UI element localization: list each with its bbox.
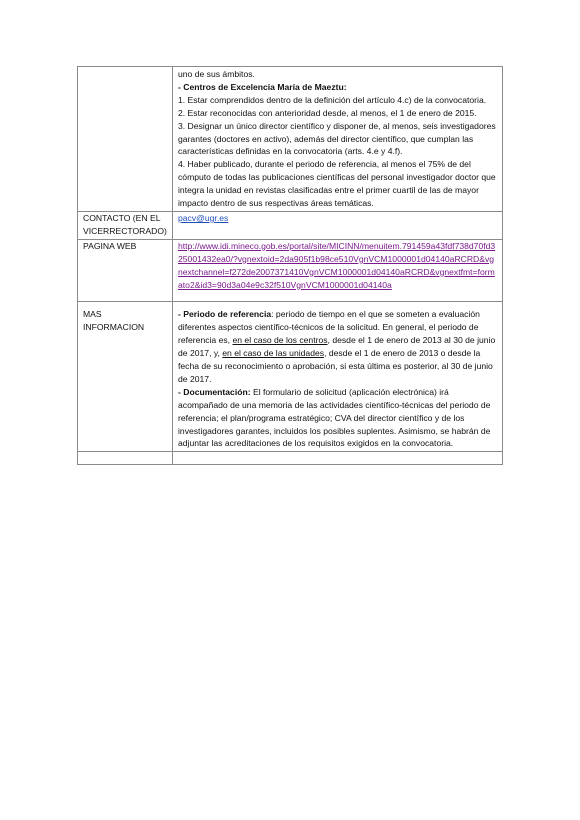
empty-cell-left (78, 452, 173, 465)
table-row-mas-info (78, 302, 503, 452)
requirements-heading: - Centros de Excelencia María de Maeztu: (178, 81, 347, 92)
periodo-centros: en el caso de los centros (232, 335, 328, 346)
mas-info-cell (173, 302, 503, 452)
documentacion-paragraph (178, 386, 498, 451)
requirements-item-2: 2. Estar reconocidas con anterioridad desde, al menos, el 1 de enero de 2015. (178, 107, 477, 118)
web-cell (173, 239, 503, 302)
mas-info-label: MAS INFORMACION (78, 302, 173, 452)
info-table (77, 66, 503, 465)
periodo-text-c: , desde el 1 de enero de 2013 o desde la fecha de su reconocimiento o aprobación, si esta última es posterior, al 30 de junio de 2017. (178, 348, 493, 384)
requirements-item-4: 4. Haber publicado, durante el periodo de referencia, al menos el 75% de del cómputo de todas las publicaciones científicas del personal investigador doctor que integra la unidad en revistas clasificadas entre el primer cuartil de las de mayor impacto dentro de sus respectivas áreas temáticas. (178, 159, 496, 209)
table-row-web (78, 239, 503, 302)
requirements-cell (173, 67, 503, 212)
contacto-cell (173, 211, 503, 239)
periodo-text-b: , desde el 1 de enero de 2013 al 30 de junio de 2017, y, (178, 335, 496, 359)
documentacion-title: - Documentación: (178, 386, 251, 397)
table-row-empty (78, 452, 503, 465)
documentacion-text: El formulario de solicitud (aplicación electrónica) irá acompañado de una memoria de las actividades científico-técnicas del periodo de referencia; el plan/programa estratégico; CVA del director científico y de los investigadores garantes, incluidos los posibles suplentes. Asimismo, se habrán de adjuntar las acreditaciones de los requisitos exigidos en la convocatoria. (178, 386, 491, 449)
contacto-label: CONTACTO (EN EL VICERRECTORADO) (78, 211, 173, 239)
table-row-requirements (78, 67, 503, 212)
requirements-item-1: 1. Estar comprendidos dentro de la definición del artículo 4.c) de la convocatoria. (178, 94, 487, 105)
web-url-link[interactable]: http://www.idi.mineco.gob.es/portal/site/MICINN/menuitem.791459a43fdf738d70fd325001432ea0/?vgnextoid=2da905f1b98ce510VgnVCM1000001d04140aRCRD&vgnextchannel=f272de2007371410VgnVCM1000001d04140aRCRD&vgnextfmt=formato2&id3=90d3a04e9c32f510VgnVCM1000001d04140a (178, 240, 496, 290)
periodo-unidades: en el caso de las unidades (222, 348, 325, 359)
requirements-item-3: 3. Designar un único director científico y disponer de, al menos, seis investigadores garantes (doctores en activo), además del director científico, que cumplan las características definidas en la convocatoria (arts. 4.e y 4.f). (178, 120, 496, 157)
empty-cell-right (173, 452, 503, 465)
periodo-referencia-paragraph (178, 308, 498, 385)
periodo-text-a: : periodo de tiempo en el que se someten a evaluación diferentes aspectos científico-técnicos de la solicitud. En general, el periodo de referencia es, (178, 309, 480, 346)
web-label: PAGINA WEB (78, 239, 173, 302)
requirements-line: uno de sus ámbitos. (178, 69, 255, 79)
table-row-contacto (78, 211, 503, 239)
contact-email-link[interactable]: pacv@ugr.es (178, 212, 229, 223)
periodo-referencia-title: - Periodo de referencia (178, 309, 272, 320)
label-cell-empty (78, 67, 173, 212)
